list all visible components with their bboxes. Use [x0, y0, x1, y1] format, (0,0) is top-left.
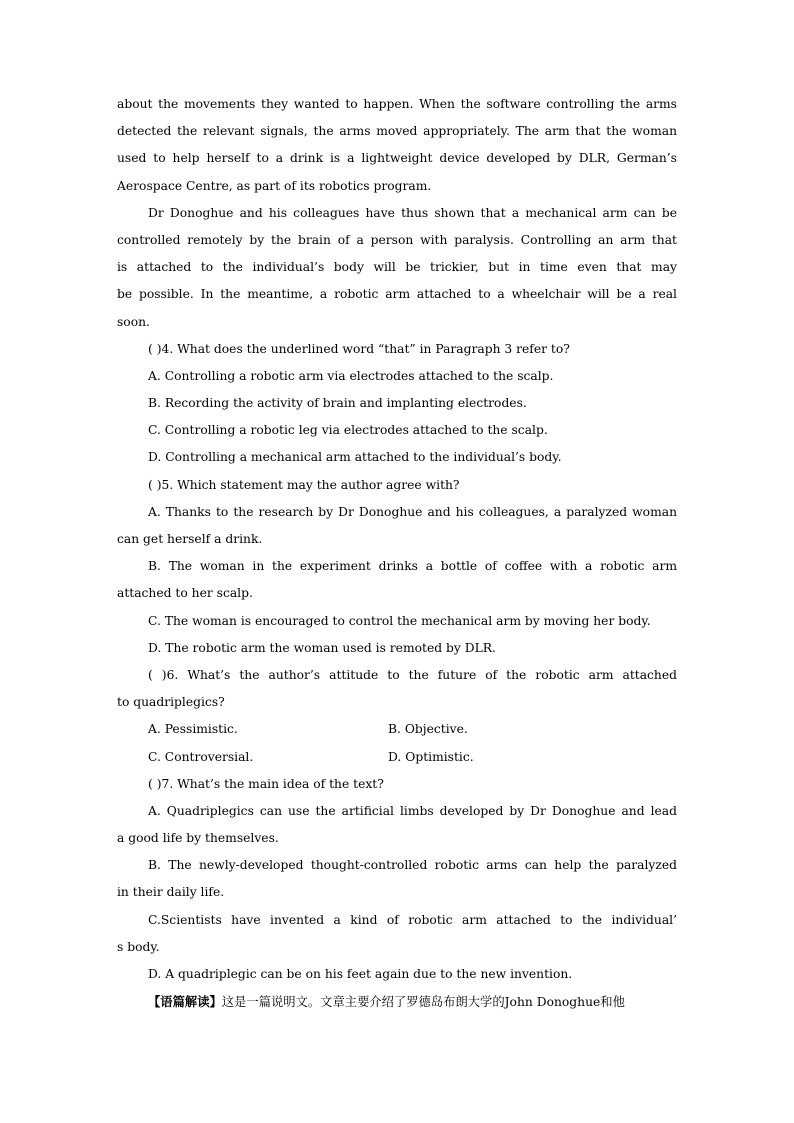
paragraph-line: is attached to the individual’s body will be trickier, but in time even that may — [117, 260, 677, 275]
question-4-option-b: B. Recording the activity of brain and implanting electrodes. — [148, 396, 527, 411]
analysis-line — [117, 988, 677, 1015]
question-7-option-d: D. A quadriplegic can be on his feet again due to the new invention. — [148, 967, 573, 981]
question-5-option-b: B. The woman in the experiment drinks a bottle of coffee with a robotic arm — [148, 559, 677, 574]
question-4-option-a: A. Controlling a robotic arm via electrodes attached to the scalp. — [148, 368, 554, 383]
question-7-option-b: B. The newly-developed thought-controlled robotic arms can help the paralyzed — [148, 858, 677, 873]
question-7-option-a: A. Quadriplegics can use the artificial limbs developed by Dr Donoghue and lead — [148, 803, 677, 818]
question-5-option-b-cont: attached to her scalp. — [117, 586, 253, 601]
question-6-options-row-1 — [117, 716, 677, 743]
analysis-tag: 【语篇解读】 — [148, 994, 222, 1010]
passage-line: Aerospace Centre, as part of its robotics program. — [117, 178, 432, 193]
question-7-stem: ( )7. What’s the main idea of the text? — [148, 776, 384, 791]
analysis-text: 这是一篇说明文。文章主要介绍了罗德岛布朗大学的John Donoghue和他 — [221, 995, 625, 1010]
question-6-option-d: D. Optimistic. — [388, 749, 474, 764]
question-5-option-d: D. The robotic arm the woman used is remoted by DLR. — [148, 640, 496, 655]
question-6-option-b: B. Objective. — [388, 722, 468, 737]
passage-line: detected the relevant signals, the arms moved appropriately. The arm that the woman — [117, 124, 677, 139]
question-6-option-c: C. Controversial. — [148, 749, 254, 764]
question-5-stem: ( )5. Which statement may the author agree with? — [148, 477, 460, 492]
paragraph-line: Dr Donoghue and his colleagues have thus shown that a mechanical arm can be — [148, 205, 677, 220]
question-7-option-a-cont: a good life by themselves. — [117, 831, 279, 846]
question-7-option-c-cont: s body. — [117, 939, 160, 954]
question-5-option-a-cont: can get herself a drink. — [117, 532, 263, 546]
paragraph-line: be possible. In the meantime, a robotic arm attached to a wheelchair will be a real — [117, 287, 677, 302]
question-4-option-d: D. Controlling a mechanical arm attached to the individual’s body. — [148, 450, 562, 465]
paragraph-line: controlled remotely by the brain of a person with paralysis. Controlling an arm that — [117, 232, 677, 247]
question-7-option-b-cont: in their daily life. — [117, 885, 225, 900]
question-5-option-c: C. The woman is encouraged to control the mechanical arm by moving her body. — [148, 613, 651, 628]
question-5-option-a: A. Thanks to the research by Dr Donoghue and his colleagues, a paralyzed woman — [148, 504, 677, 519]
paragraph-line: soon. — [117, 314, 150, 329]
passage-line: used to help herself to a drink is a lightweight device developed by DLR, German’s — [117, 151, 677, 166]
question-4-option-c: C. Controlling a robotic leg via electrodes attached to the scalp. — [148, 423, 548, 438]
question-6-stem-cont: to quadriplegics? — [117, 695, 225, 710]
question-4-stem: ( )4. What does the underlined word “that” in Paragraph 3 refer to? — [148, 341, 570, 356]
question-7-option-c: C.Scientists have invented a kind of robotic arm attached to the individual’ — [148, 912, 677, 927]
passage-line: about the movements they wanted to happen. When the software controlling the arms — [117, 97, 677, 111]
question-6-option-a: A. Pessimistic. — [148, 722, 238, 737]
document-page — [117, 91, 677, 1015]
question-6-stem: ( )6. What’s the author’s attitude to the future of the robotic arm attached — [148, 667, 677, 682]
question-6-options-row-2 — [117, 744, 677, 771]
